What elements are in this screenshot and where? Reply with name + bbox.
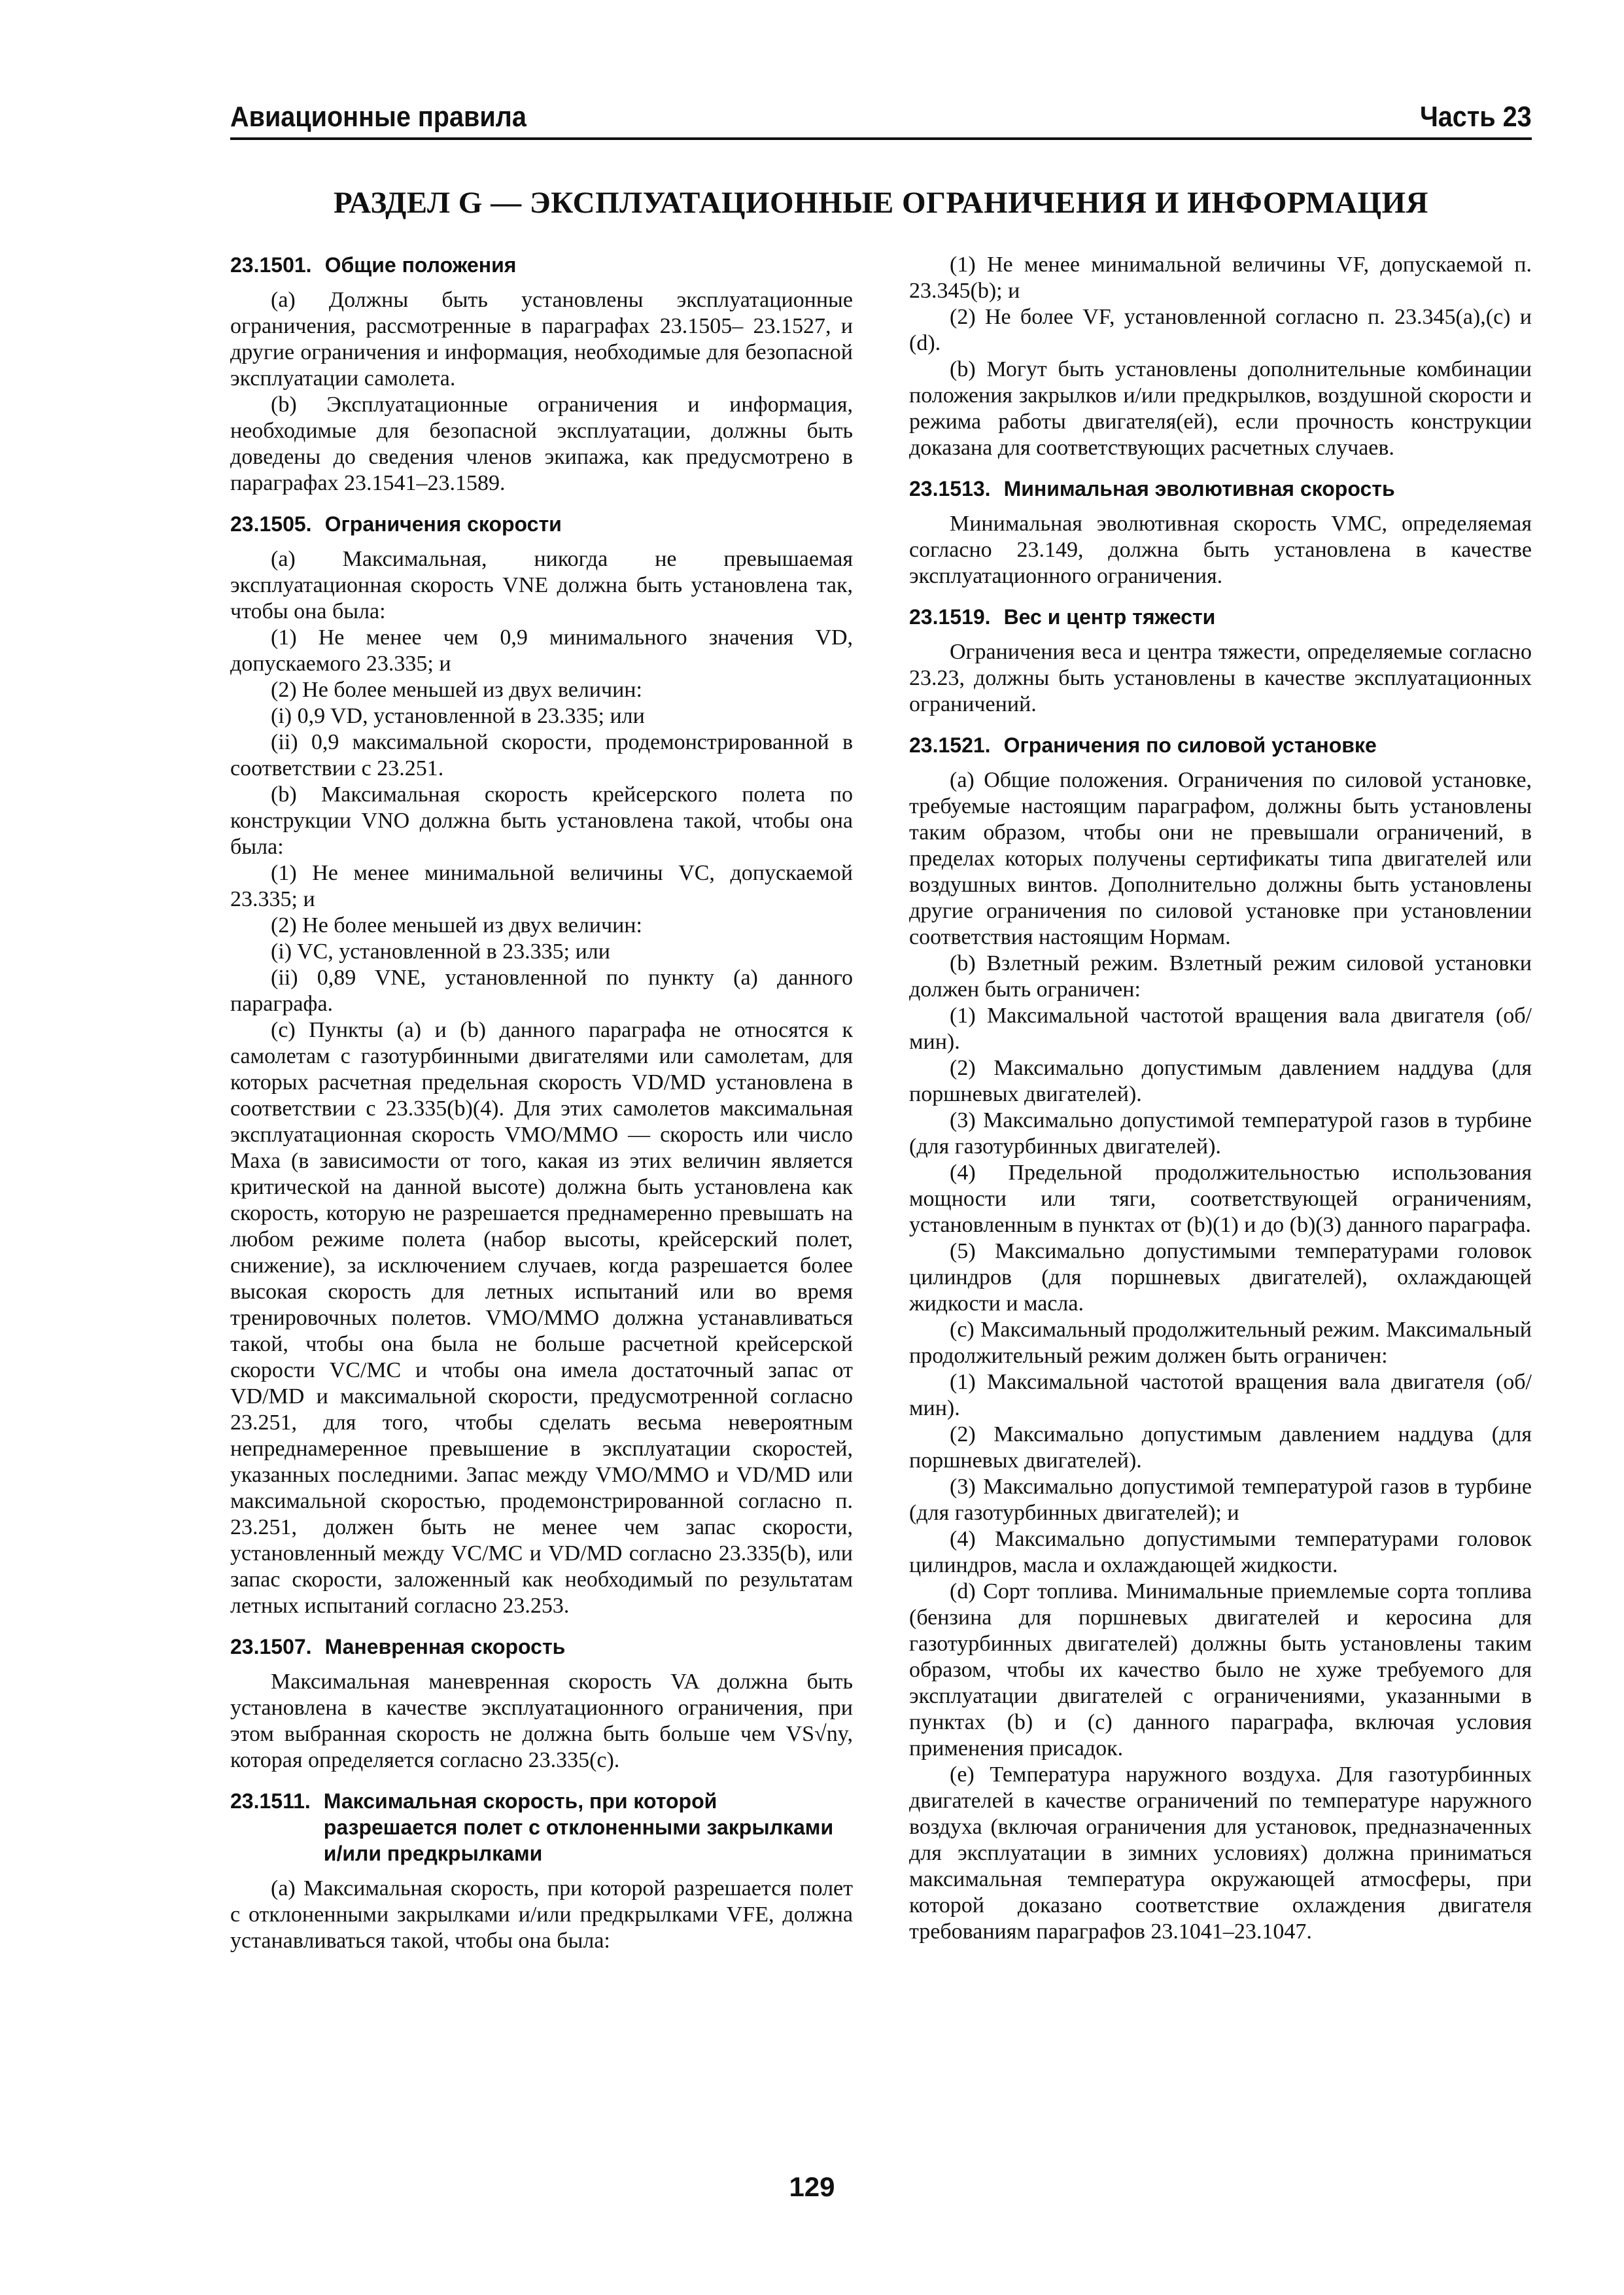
section-heading — [909, 732, 1532, 758]
header-document-title: Авиационные правила — [230, 101, 527, 133]
section-heading — [230, 1634, 853, 1660]
paragraph: (1) Не менее чем 0,9 минимального значения VD, допускаемого 23.335; и — [230, 625, 853, 676]
section-title: РАЗДЕЛ G — ЭКСПЛУАТАЦИОННЫЕ ОГРАНИЧЕНИЯ И ИНФОРМАЦИЯ — [334, 186, 1428, 220]
header-part-number: Часть 23 — [1420, 101, 1532, 133]
section-number: 23.1511. — [230, 1789, 311, 1813]
section-heading-title: Ограничения скорости — [324, 512, 562, 536]
section-number: 23.1505. — [230, 512, 312, 536]
paragraph: (b) Взлетный режим. Взлетный режим силовой установки должен быть ограничен: — [909, 951, 1532, 1002]
paragraph: (ii) 0,89 VNE, установленной по пункту (a) данного параграфа. — [230, 966, 853, 1016]
paragraph: (1) Максимальной частотой вращения вала двигателя (об/мин). — [909, 1370, 1532, 1420]
section-heading-title: Маневренная скорость — [324, 1635, 566, 1658]
paragraph: (1) Не менее минимальной величины VC, допускаемой 23.335; и — [230, 861, 853, 911]
paragraph: (a) Должны быть установлены эксплуатационные ограничения, рассмотренные в параграфах 23.1505– 23.1527, и другие ограничения и информация, необходимые для безопасной эксплуатации самолета. — [230, 288, 853, 391]
section-heading-title: Ограничения по силовой установке — [1003, 733, 1377, 757]
section-heading — [230, 252, 853, 278]
paragraph: (1) Не менее минимальной величины VF, допускаемой п. 23.345(b); и — [909, 253, 1532, 303]
paragraph: (5) Максимально допустимыми температурами головок цилиндров (для поршневых двигателей), охлаждающей жидкости и масла. — [909, 1239, 1532, 1316]
section-heading-title: Максимальная скорость, при которой разрешается полет с отклоненными закрылками и/или предкрылками — [323, 1789, 834, 1865]
paragraph: (i) VC, установленной в 23.335; или — [271, 939, 610, 964]
paragraph: (c) Пункты (a) и (b) данного параграфа не относятся к самолетам с газотурбинными двигателями или самолетам, для которых расчетная предельная скорость VD/MD установлена в соответствии с 23.335(b)(4). Для этих самолетов максимальная эксплуатационная скорость VMO/MMO — скорость или число Маха (в зависимости от того, какая из этих величин является критической на данной высоте) должна быть установлена как скорость, которую не разрешается преднамеренно превышать на любом режиме полета (набор высоты, крейсерский полет, снижение), за исключением случаев, когда разрешается более высокая скорость для летных испытаний или во время тренировочных полетов. VMO/MMO должна устанавливаться такой, чтобы она была не больше расчетной крейсерской скорости VC/MC и чтобы она имела достаточный запас от VD/MD и максимальной скорости, предусмотренной согласно 23.251, для того, чтобы сделать весьма невероятным непреднамеренное превышение в эксплуатации скоростей, указанных последними. Запас между VMO/MMO и VD/MD или максимальной скоростью, продемонстрированной согласно п. 23.251, должен быть не менее чем запас скорости, установленный между VC/MC и VD/MD согласно 23.335(b), или запас скорости, заложенный как необходимый по результатам летных испытаний согласно 23.253. — [230, 1018, 853, 1618]
section-heading-title: Общие положения — [324, 253, 517, 277]
paragraph: (2) Не более меньшей из двух величин: — [271, 913, 642, 937]
section-number: 23.1521. — [909, 733, 991, 757]
section-number: 23.1507. — [230, 1635, 312, 1658]
paragraph: Ограничения веса и центра тяжести, определяемые согласно 23.23, должны быть установлены в качестве эксплуатационных ограничений. — [909, 640, 1532, 716]
section-number: 23.1501. — [230, 253, 312, 277]
paragraph: (a) Общие положения. Ограничения по силовой установке, требуемые настоящим параграфом, должны быть установлены таким образом, чтобы они не превышали ограничений, в пределах которых получены сертификаты типа двигателей или воздушных винтов. Дополнительно должны быть установлены другие ограничения по силовой установке при установлении соответствия настоящим Нормам. — [909, 768, 1532, 949]
paragraph: Максимальная маневренная скорость VA должна быть установлена в качестве эксплуатационного ограничения, при этом выбранная скорость не должна быть больше чем VS√ny, которая определяется согласно 23.335(c). — [230, 1670, 853, 1772]
paragraph: (2) Максимально допустимым давлением наддува (для поршневых двигателей). — [909, 1056, 1532, 1106]
paragraph: (i) 0,9 VD, установленной в 23.335; или — [271, 704, 645, 728]
paragraph: (b) Могут быть установлены дополнительные комбинации положения закрылков и/или предкрылков, воздушной скорости и режима работы двигателя(ей), если прочность конструкции доказана для соответствующих расчетных случаев. — [909, 357, 1532, 460]
section-heading-title: Минимальная эволютивная скорость — [1003, 477, 1395, 500]
paragraph: (4) Предельной продолжительностью использования мощности или тяги, соответствующей ограничениям, установленным в пунктах от (b)(1) и до (b)(3) данного параграфа. — [909, 1161, 1532, 1237]
paragraph: (ii) 0,9 максимальной скорости, продемонстрированной в соответствии с 23.251. — [230, 730, 853, 780]
page-number: 129 — [789, 2171, 835, 2202]
paragraph: (c) Максимальный продолжительный режим. Максимальный продолжительный режим должен быть ограничен: — [909, 1318, 1532, 1368]
section-heading — [230, 511, 853, 537]
section-heading — [909, 476, 1532, 502]
paragraph: (a) Максимальная скорость, при которой разрешается полет с отклоненными закрылками и/или предкрылками VFE, должна устанавливаться такой, чтобы она была: — [230, 1876, 853, 1953]
paragraph: (1) Максимальной частотой вращения вала двигателя (об/мин). — [909, 1004, 1532, 1054]
paragraph: (a) Максимальная, никогда не превышаемая эксплуатационная скорость VNE должна быть установлена так, чтобы она была: — [230, 547, 853, 623]
paragraph: (b) Эксплуатационные ограничения и информация, необходимые для безопасной эксплуатации, должны быть доведены до сведения членов экипажа, как предусмотрено в параграфах 23.1541–23.1589. — [230, 393, 853, 495]
section-heading — [909, 604, 1532, 630]
paragraph: Минимальная эволютивная скорость VMC, определяемая согласно 23.149, должна быть установлена в качестве эксплуатационного ограничения. — [909, 512, 1532, 588]
right-column — [909, 252, 1532, 1945]
paragraph: (3) Максимально допустимой температурой газов в турбине (для газотурбинных двигателей). — [909, 1108, 1532, 1159]
left-column — [230, 252, 853, 1954]
paragraph: (2) Не более VF, установленной согласно п. 23.345(a),(c) и (d). — [909, 305, 1532, 355]
section-heading — [230, 1788, 853, 1866]
paragraph: (b) Максимальная скорость крейсерского полета по конструкции VNO должна быть установлена такой, чтобы она была: — [230, 782, 853, 859]
paragraph: (e) Температура наружного воздуха. Для газотурбинных двигателей в качестве ограничений по температуре наружного воздуха (включая ограничения для установок, предназначенных для эксплуатации в зимних условиях) должна приниматься максимальная температура окружающей атмосферы, при которой доказано соответствие охлаждения двигателя требованиям параграфов 23.1041–23.1047. — [909, 1762, 1532, 1944]
paragraph: (4) Максимально допустимыми температурами головок цилиндров, масла и охлаждающей жидкости. — [909, 1527, 1532, 1577]
section-heading-title: Вес и центр тяжести — [1003, 605, 1216, 629]
paragraph: (2) Не более меньшей из двух величин: — [271, 678, 642, 702]
section-number: 23.1513. — [909, 477, 991, 500]
paragraph: (d) Сорт топлива. Минимальные приемлемые сорта топлива (бензина для поршневых двигателей и керосина для газотурбинных двигателей) должны быть установлены таким образом, чтобы их качество было не хуже требуемого для эксплуатации двигателей с ограничениями, указанными в пунктах (b) и (c) данного параграфа, включая условия применения присадок. — [909, 1579, 1532, 1761]
section-number: 23.1519. — [909, 605, 991, 629]
paragraph: (3) Максимально допустимой температурой газов в турбине (для газотурбинных двигателей); и — [909, 1475, 1532, 1525]
running-header — [230, 97, 1532, 140]
paragraph: (2) Максимально допустимым давлением наддува (для поршневых двигателей). — [909, 1422, 1532, 1473]
